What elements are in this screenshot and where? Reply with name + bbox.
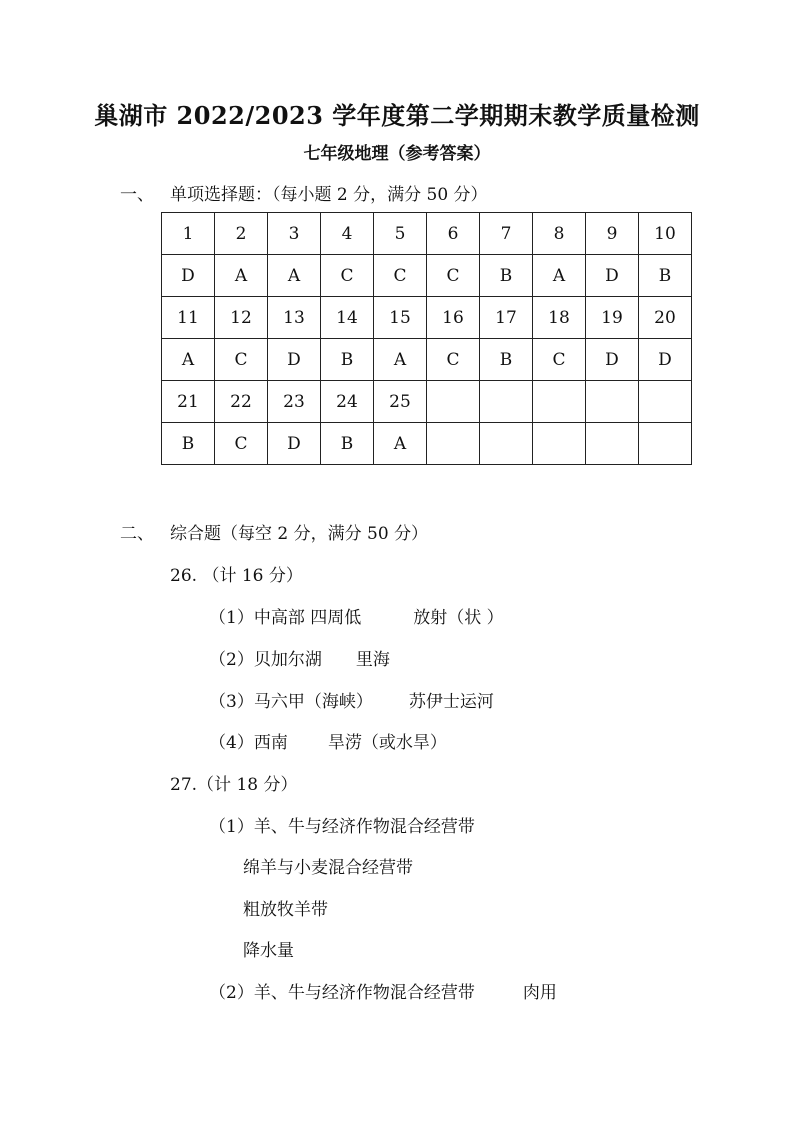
table-row-answers — [162, 255, 692, 297]
question-number-cell: 15 — [374, 297, 427, 339]
question-number-cell: 17 — [480, 297, 533, 339]
section-2-heading — [120, 519, 428, 544]
q27-answer-1-line-1: （1）羊、牛与经济作物混合经营带 — [209, 817, 475, 837]
question-number-cell: 4 — [321, 213, 374, 255]
question-number-cell: 6 — [427, 213, 480, 255]
answer-cell: D — [268, 423, 321, 465]
q27-answer-1-line-2: 绵羊与小麦混合经营带 — [243, 858, 413, 878]
page-subtitle: 七年级地理（参考答案） — [303, 144, 491, 164]
q26-answer-4 — [209, 728, 447, 753]
answer-cell: C — [427, 339, 480, 381]
answer-cell: C — [374, 255, 427, 297]
question-number-cell: 25 — [374, 381, 427, 423]
answer-cell: A — [268, 255, 321, 297]
table-row-question-numbers — [162, 213, 692, 255]
q27-answer-1-line-4: 降水量 — [243, 941, 294, 961]
question-number-cell: 2 — [215, 213, 268, 255]
q26-answer-3-b: 苏伊士运河 — [408, 692, 494, 712]
question-number-cell: 16 — [427, 297, 480, 339]
q27-answer-2 — [209, 978, 557, 1003]
q26-answer-4-b: 旱涝（或水旱） — [327, 733, 447, 753]
answer-cell: B — [162, 423, 215, 465]
q27-answer-1-line-3: 粗放牧羊带 — [243, 900, 328, 920]
question-number-cell: 13 — [268, 297, 321, 339]
section-2-title: 综合题（每空 2 分，满分 50 分） — [170, 524, 429, 544]
question-number-cell: 11 — [162, 297, 215, 339]
answer-cell: A — [215, 255, 268, 297]
question-number-cell: 20 — [639, 297, 692, 339]
answer-cell: C — [215, 423, 268, 465]
question-number-cell — [427, 381, 480, 423]
q26-answer-1-a: （1）中高部 四周低 — [209, 608, 362, 628]
answer-cell: B — [321, 339, 374, 381]
q26-answer-2 — [209, 645, 390, 670]
q27-answer-2-b: 肉用 — [522, 983, 557, 1003]
answer-cell: B — [321, 423, 374, 465]
question-number-cell: 23 — [268, 381, 321, 423]
section-2-number: 二、 — [120, 524, 154, 544]
section-1-heading — [120, 180, 488, 205]
answer-cell: B — [639, 255, 692, 297]
question-number-cell: 8 — [533, 213, 586, 255]
page-title: 巢湖市 2022/2023 学年度第二学期期末教学质量检测 — [94, 101, 700, 130]
q26-answer-3-a: （3）马六甲（海峡） — [209, 692, 373, 712]
question-number-cell — [480, 381, 533, 423]
question-number-cell: 3 — [268, 213, 321, 255]
question-number-cell: 10 — [639, 213, 692, 255]
q27-answer-2-a: （2）羊、牛与经济作物混合经营带 — [209, 983, 475, 1003]
answer-cell: B — [480, 255, 533, 297]
table-row-answers — [162, 339, 692, 381]
answer-cell: D — [162, 255, 215, 297]
question-number-cell — [639, 381, 692, 423]
question-26-title: 26. （计 16 分） — [170, 566, 303, 586]
question-number-cell: 9 — [586, 213, 639, 255]
q26-answer-4-a: （4）西南 — [209, 733, 288, 753]
answer-cell: A — [162, 339, 215, 381]
question-number-cell: 1 — [162, 213, 215, 255]
q26-answer-1 — [209, 603, 504, 628]
answer-cell: A — [374, 423, 427, 465]
table-row-question-numbers — [162, 297, 692, 339]
answer-cell — [427, 423, 480, 465]
question-number-cell: 19 — [586, 297, 639, 339]
section-1-title: 单项选择题：（每小题 2 分，满分 50 分） — [170, 185, 488, 205]
answer-cell: C — [533, 339, 586, 381]
question-number-cell: 7 — [480, 213, 533, 255]
q26-answer-1-b: 放射（状 ） — [413, 608, 504, 628]
q26-answer-3 — [209, 687, 494, 712]
answer-cell: D — [586, 255, 639, 297]
question-number-cell: 5 — [374, 213, 427, 255]
answer-cell: A — [374, 339, 427, 381]
question-27-title: 27.（计 18 分） — [170, 775, 298, 795]
answer-cell — [586, 423, 639, 465]
answer-cell — [639, 423, 692, 465]
question-number-cell: 24 — [321, 381, 374, 423]
answer-table — [161, 212, 692, 465]
question-number-cell: 12 — [215, 297, 268, 339]
q26-answer-2-a: （2）贝加尔湖 — [209, 650, 322, 670]
q26-answer-2-b: 里海 — [355, 650, 390, 670]
question-number-cell: 18 — [533, 297, 586, 339]
answer-cell: D — [639, 339, 692, 381]
answer-cell: C — [321, 255, 374, 297]
answer-cell: C — [215, 339, 268, 381]
question-number-cell: 22 — [215, 381, 268, 423]
answer-cell: B — [480, 339, 533, 381]
section-1-number: 一、 — [120, 185, 154, 205]
answer-cell — [480, 423, 533, 465]
question-number-cell: 21 — [162, 381, 215, 423]
question-number-cell — [586, 381, 639, 423]
table-row-question-numbers — [162, 381, 692, 423]
question-number-cell: 14 — [321, 297, 374, 339]
question-number-cell — [533, 381, 586, 423]
answer-cell — [533, 423, 586, 465]
answer-cell: C — [427, 255, 480, 297]
answer-cell: A — [533, 255, 586, 297]
answer-cell: D — [268, 339, 321, 381]
table-row-answers — [162, 423, 692, 465]
answer-cell: D — [586, 339, 639, 381]
